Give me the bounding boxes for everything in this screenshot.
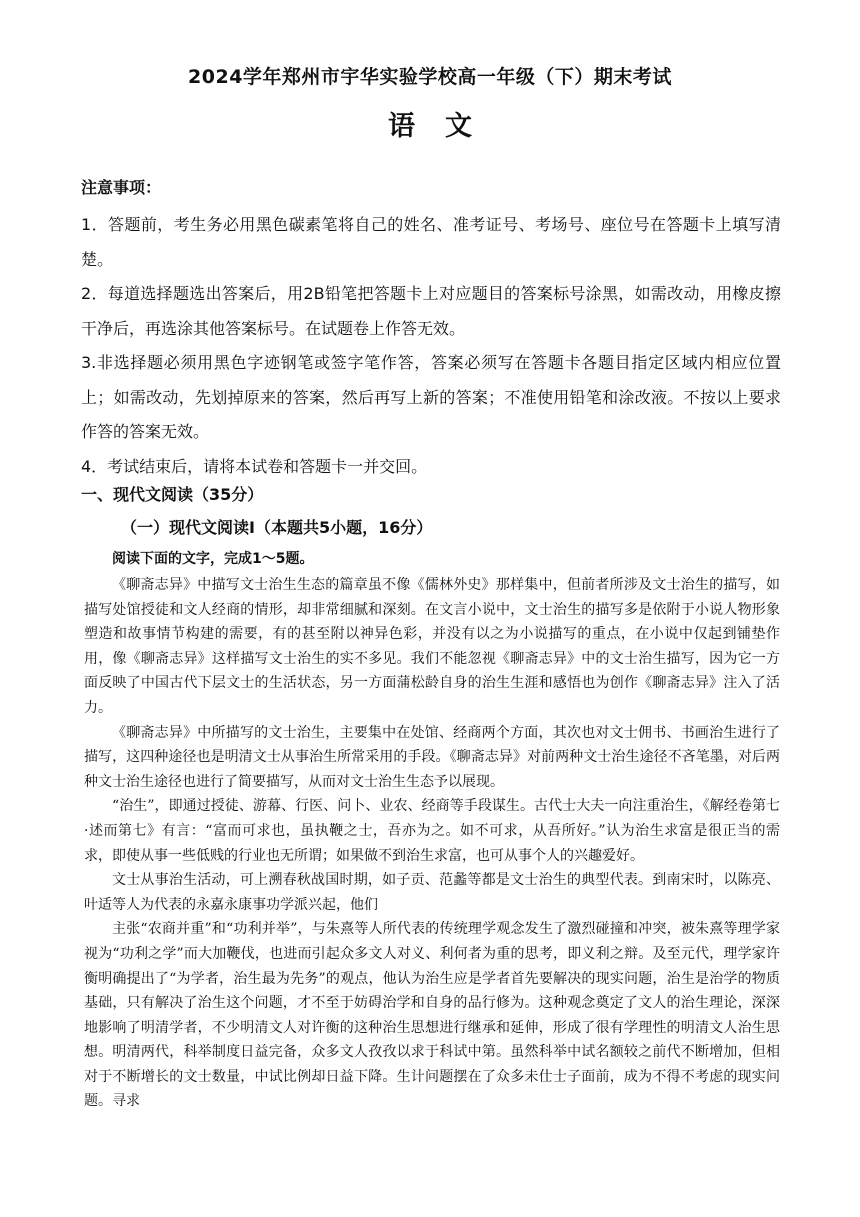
exam-title: 2024学年郑州市宇华实验学校高一年级（下）期末考试 [188,66,672,88]
notice-item-4: 4．考试结束后，请将本试卷和答题卡一并交回。 [81,456,428,476]
subsection-heading: （一）现代文阅读Ⅰ（本题共5小题，16分） [121,518,433,537]
passage-paragraph: 《聊斋志异》中所描写的文士治生，主要集中在处馆、经商两个方面，其次也对文士佣书、书画治生进行了描写，这四种途径也是明清文士从事治生所常采用的手段。《聊斋志异》对前两种文士治生途径不吝笔墨，对后两种文士治生途径也进行了简要描写，从而对文士治生生态予以展现。 [84,724,780,790]
reading-instruction: 阅读下面的文字，完成1～5题。 [112,551,314,567]
notice-heading: 注意事项： [81,178,162,197]
passage-paragraph: “治生”，即通过授徒、游幕、行医、问卜、业农、经商等手段谋生。古代士大夫一向注重治生，《解经卷第七·述而第七》有言：“富而可求也，虽执鞭之士，吾亦为之。如不可求，从吾所好。”认为治生求富是很正当的需求，即使从事一些低贱的行业也无所谓；如果做不到治生求富，也可从事个人的兴趣爱好。 [84,798,780,864]
notice-list [81,208,781,484]
passage-paragraph: 《聊斋志异》中描写文士治生生态的篇章虽不像《儒林外史》那样集中，但前者所涉及文士治生的描写，如描写处馆授徒和文人经商的情形，却非常细腻和深刻。在文言小说中，文士治生的描写多是依附于小说人物形象塑造和故事情节构建的需要，有的甚至附以神异色彩，并没有以之为小说描写的重点，在小说中仅起到铺垫作用，像《聊斋志异》这样描写文士治生的实不多见。我们不能忽视《聊斋志异》中的文士治生描写，因为它一方面反映了中国古代下层文士的生活状态，另一方面蒲松龄自身的治生生涯和感悟也为创作《聊斋志异》注入了活力。 [84,577,780,716]
notice-item-3: 3.非选择题必须用黑色字迹钢笔或签字笔作答，答案必须写在答题卡各题目指定区域内相应位置上；如需改动，先划掉原来的答案，然后再写上新的答案；不准使用铅笔和涂改液。不按以上要求作答的答案无效。 [81,353,781,441]
notice-item-1: 1．答题前，考生务必用黑色碳素笔将自己的姓名、准考证号、考场号、座位号在答题卡上填写清楚。 [81,215,781,269]
notice-item-2: 2．每道选择题选出答案后，用2B铅笔把答题卡上对应题目的答案标号涂黑，如需改动，用橡皮擦干净后，再选涂其他答案标号。在试题卷上作答无效。 [81,284,781,338]
passage-paragraph: 文士从事治生活动，可上溯春秋战国时期，如子贡、范蠡等都是文士治生的典型代表。到南宋时，以陈亮、叶适等人为代表的永嘉永康事功学派兴起，他们 [84,872,780,913]
reading-passage [84,573,780,1114]
subject-heading: 语文 [388,111,502,142]
section-heading: 一、现代文阅读（35分） [81,485,264,504]
passage-paragraph: 主张“农商并重”和“功利并举”，与朱熹等人所代表的传统理学观念发生了激烈碰撞和冲突，被朱熹等理学家视为“功利之学”而大加鞭伐，也进而引起众多文人对义、利何者为重的思考，即义利之辩。及至元代，理学家许衡明确提出了“为学者，治生最为先务”的观点，他认为治生应是学者首先要解决的现实问题，治生是治学的物质基础，只有解决了治生这个问题，才不至于妨碍治学和自身的品行修为。这种观念奠定了文人的治生理论，深深地影响了明清学者，不少明清文人对许衡的这种治生思想进行继承和延伸，形成了很有学理性的明清文人治生思想。明清两代，科举制度日益完备，众多文人孜孜以求于科试中第。虽然科举中试名额较之前代不断增加，但相对于不断增长的文士数量，中试比例却日益下降。生计问题摆在了众多未仕士子面前，成为不得不考虑的现实问题。寻求 [84,921,780,1110]
